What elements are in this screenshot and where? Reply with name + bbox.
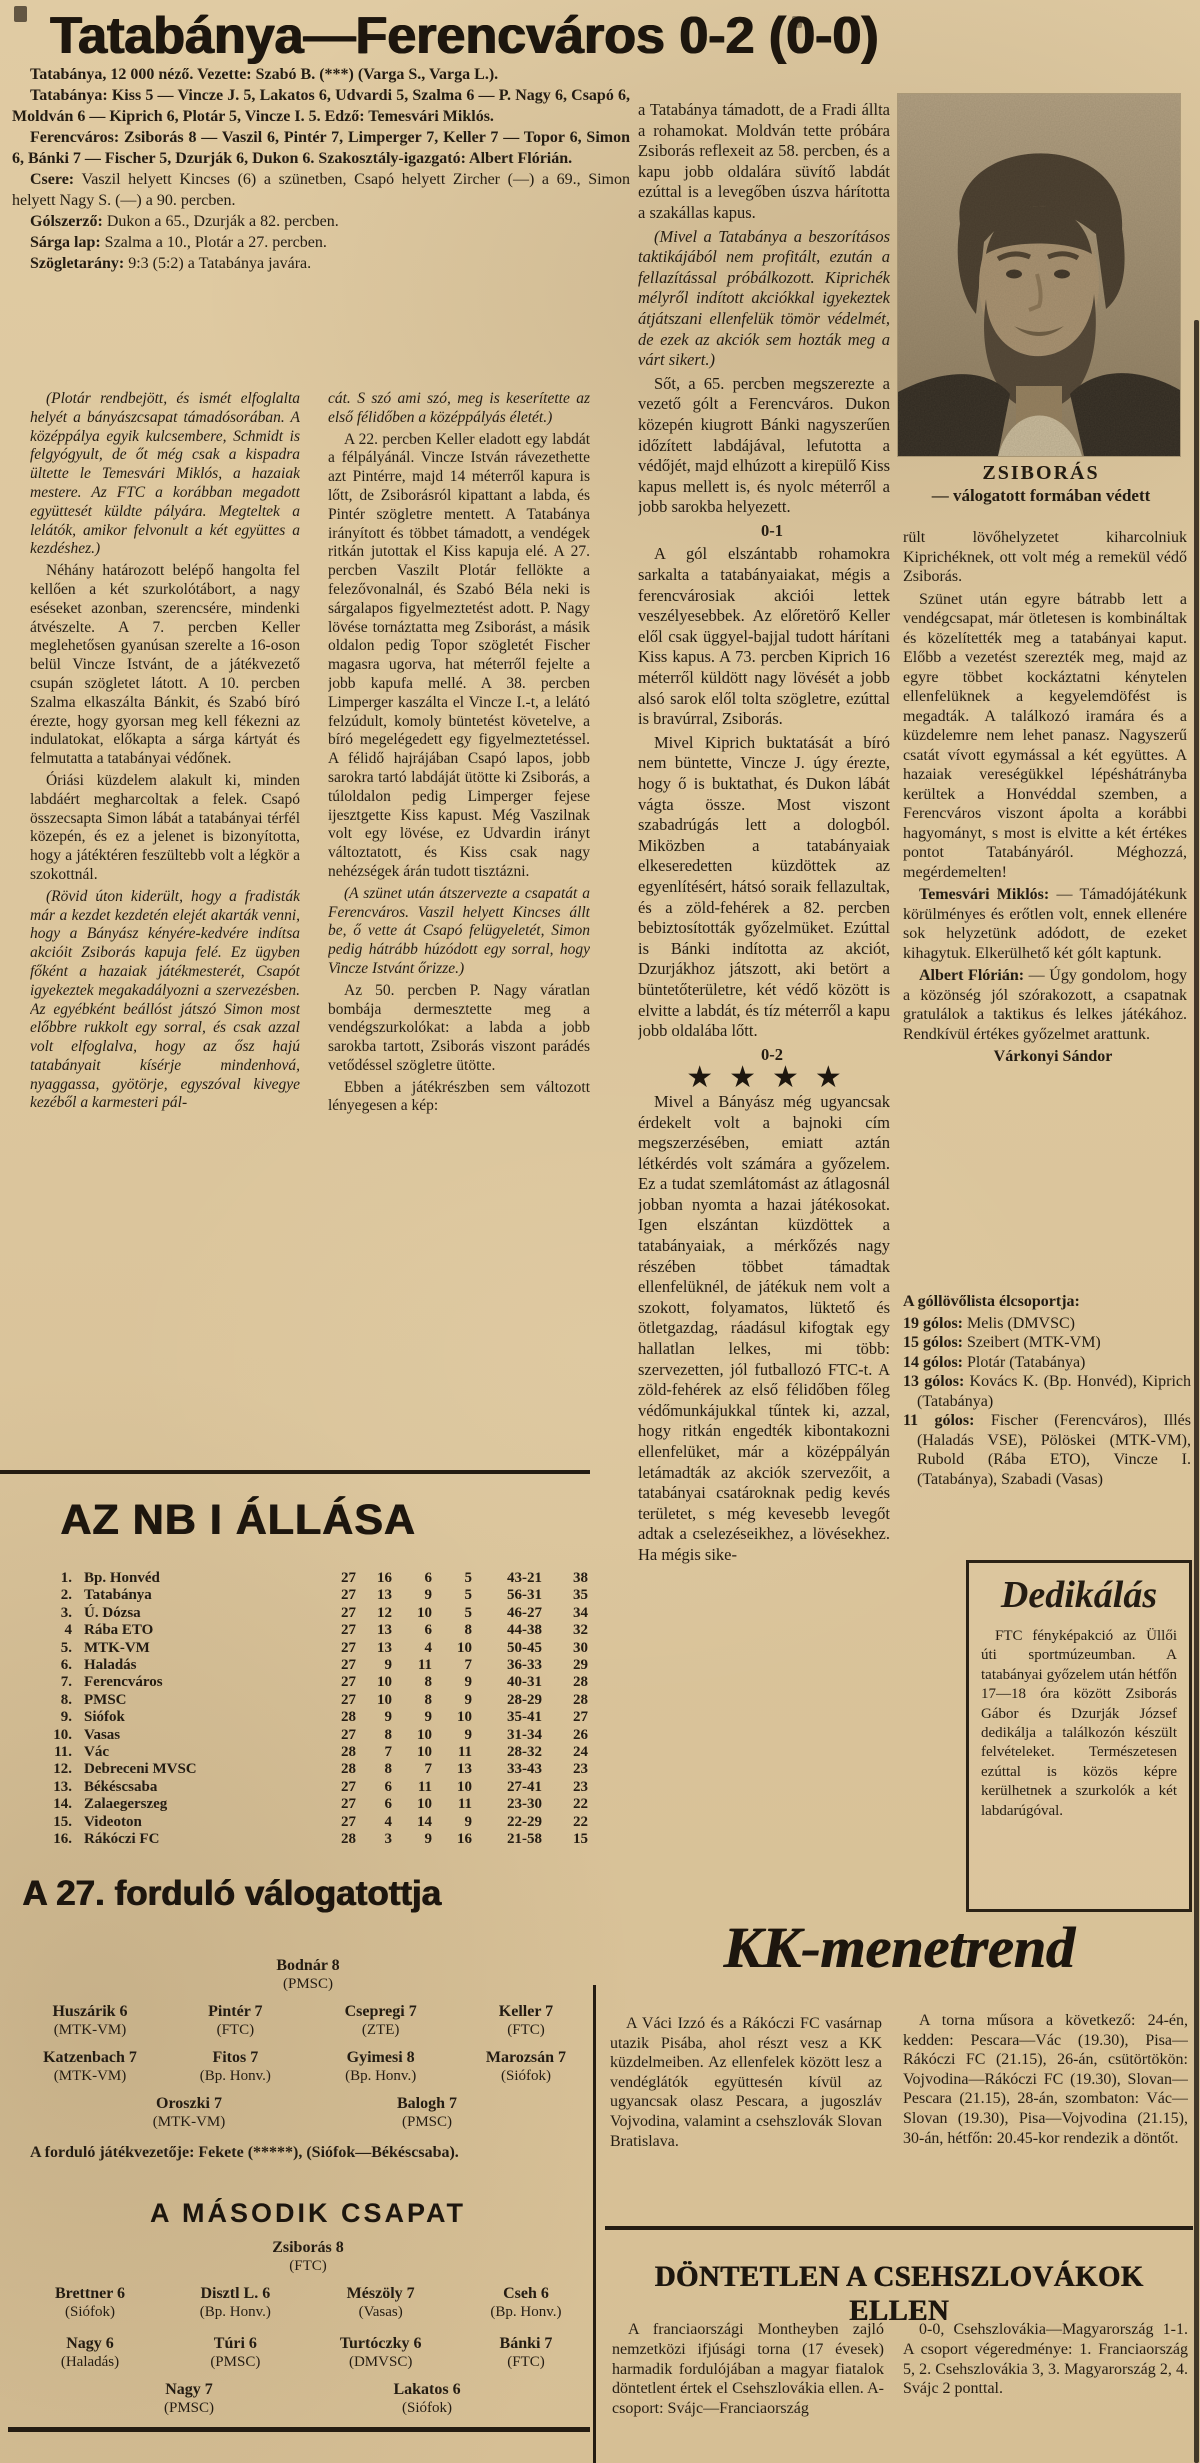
lineup2-goalkeeper-row xyxy=(30,2238,586,2275)
quote-albert: Albert Flórián: — Úgy gondolom, hogy a közönség jól szórakozott, a csapatnak gratulálok a taktikus és lelkes játékához. Rendkívül értékes győzelmet arattunk. xyxy=(903,967,1187,1043)
round-referee-note: A forduló játékvezetője: Fekete (*****), (Siófok—Békéscsaba). xyxy=(30,2144,459,2161)
vertical-column-rule xyxy=(593,1985,596,2463)
paragraph: Néhány határozott belépő hangolta fel kellően a két szurkolótábort, a nagy eséseket azonban, szerencsére, mindenki átvészelte. A 7. percben Keller meglehetősen gyanúsan szerelte a 16-oson belül Vincze Istvánt, de a játékvezető csupán szögletet látott. A 10. percben Szalma elkaszálta Bánkit, és Szabó bíró érezte, hogy gyorsan meg kell fékezni az indulatokat, előkapta a sárga kártyát és felmutatta a tatabányai védőnek. xyxy=(30,562,300,768)
paragraph: (A szünet után átszervezte a csapatát a Ferencváros. Vaszil helyett Kincses állt be, ő vette át Csapó felügyeletét, Simon pedig hátrább húzódott egy sorral, hogy Vincze Istvánt őrizze.) xyxy=(328,884,590,977)
lineup2-defenders-row xyxy=(30,2284,586,2321)
zsiboras-portrait-photo xyxy=(898,94,1180,456)
table-row: 6. Haladás 27 9 11 7 36-33 29 xyxy=(60,1657,588,1674)
scorer-entry: 11 gólos: Fischer (Ferencváros), Illés (Haladás VSE), Pölöskei (MTK-VM), Rubold (Rába ETO), Vincze I. (Tatabánya), Szabadi (Vasas) xyxy=(903,1412,1191,1488)
player-cell: Bánki 7 (FTC) xyxy=(499,2335,553,2370)
scorer-entry: 15 gólos: Szeibert (MTK-VM) xyxy=(903,1334,1101,1351)
box-bottom-border xyxy=(8,2427,590,2432)
kk-schedule-title: KK-menetrend xyxy=(723,1915,1075,1980)
top-scorers-list xyxy=(903,1292,1191,1554)
article-column-4 xyxy=(903,528,1187,1290)
table-row: 7. Ferencváros 27 10 8 9 40-31 28 xyxy=(60,1674,588,1691)
lineup1-goalkeeper-row xyxy=(30,1956,586,1993)
player-cell: Katzenbach 7 (MTK-VM) xyxy=(43,2049,137,2084)
photo-caption-text: — válogatott formában védett xyxy=(931,486,1151,505)
lead-line: Gólszerző: Dukon a 65., Dzurják a 82. percben. xyxy=(30,213,339,230)
photo-caption-name: ZSIBORÁS xyxy=(982,462,1100,484)
paragraph: Az 50. percben P. Nagy váratlan bombája dermesztette meg a vendégszurkolókat: a labda a jobb sarokba tartott, Zsiborás viszont parádés vetődéssel szögletre ütötte. xyxy=(328,981,590,1074)
goalkeeper-portrait-graphic xyxy=(898,94,1180,456)
paragraph: Óriási küzdelem alakult ki, minden labdáért megharcoltak a felek. Csapó összecsapta Simon lábát a tatabányai térfél közepén, és ez a jelenet is bizonyította, hogy a játéktéren feszültebb volt a légkör a szokottnál. xyxy=(30,771,300,883)
ink-smudge xyxy=(14,6,27,22)
paragraph: cát. S szó ami szó, meg is keserítette az első félidőben a középpályás életét.) xyxy=(328,390,590,426)
page-edge-shadow xyxy=(1194,320,1199,2463)
lead-line: Sárga lap: Szalma a 10., Plotár a 27. percben. xyxy=(30,234,327,251)
dedication-box xyxy=(966,1560,1192,1912)
player-cell: Bodnár 8 (PMSC) xyxy=(276,1957,340,1992)
youth-draw-title: DÖNTETLEN A CSEHSZLOVÁKOK ELLEN xyxy=(654,2260,1144,2327)
player-cell: Balogh 7 (PMSC) xyxy=(396,2095,457,2130)
player-cell: Zsiborás 8 (FTC) xyxy=(272,2239,344,2274)
league-standings-table xyxy=(36,1570,588,1849)
player-cell: Cseh 6 (Bp. Honv.) xyxy=(490,2285,562,2320)
player-cell: Csepregi 7 (ZTE) xyxy=(344,2003,417,2038)
section-divider xyxy=(0,1470,590,1474)
lead-line: Csere: Vaszil helyett Kincses (6) a szünetben, Csapó helyett Zircher (—) a 69., Simon helyett Nagy S. (—) a 90. percben. xyxy=(12,171,630,209)
standings-title: AZ NB I ÁLLÁSA xyxy=(60,1496,416,1544)
paragraph: Sőt, a 65. percben megszerezte a vezető gólt a Ferencváros. Dukon közepén kiugrott Bánki nagyszerűen időzített labdájával, lefutotta a védőjét, majd elhúzott a kirepülő Kiss kapus mellett is, és nyolc méterről a jobb sarokba helyezett. xyxy=(638,373,890,517)
table-row: 2. Tatabánya 27 13 9 5 56-31 35 xyxy=(60,1587,588,1604)
paragraph: a Tatabánya támadott, de a Fradi állta a rohamokat. Moldván tette próbára Zsiborás reflexeit az 58. percben, és a kapu jobb oldalára süvítő labdát ezúttal is a levegőben úszva hárította a szakállas kapus. xyxy=(638,100,890,222)
kk-schedule-column-1: A Váci Izzó és a Rákóczi FC vasárnap utazik Pisába, ahol részt vesz a KK küzdelmeiben. Az ellenfelek között lesz a vendéglátók együttesén kívül az ugyancsak olasz Pescara, a jugoszláv Vojvodina, valamint a csehszlovák Slovan Bratislava. xyxy=(610,2015,882,2150)
paragraph: A gól elszántabb rohamokra sarkalta a tatabányaiakat, mégis a ferencvárosiak akciói lettek veszélyesebbek. Az előretörő Keller elől csak üggyel-bajjal tudott hárítani Kiss kapus. A 73. percben Kiprich 16 méterről küldött nagy lövését a jobb alsó sarok elől tolta szögletre, ezúttal is bravúrral, Zsiborás. xyxy=(638,544,890,729)
paragraph: Mivel Kiprich buktatását a bíró nem büntette, Vincze J. úgy érezte, hogy ő is buktathat, és Dukon lábát vágta össze. Most viszont szabadrúgás lett a dologból. Miközben a tatabányaiak elkeseredetten küzdöttek az egyenlítésért, hátsó soraik fellazultak, és a zöld-fehérek a 82. percben bebiztosították győzelmüket. Ezúttal is Bánki indította az akciót, Dzurjákhoz játszott, aki betört a büntetőterületre, két védő között is elvitte a labdát, és tíz méterről a kapu jobb oldalába lőtt. xyxy=(638,732,890,1041)
player-cell: Gyimesi 8 (Bp. Honv.) xyxy=(345,2049,417,2084)
player-cell: Pintér 7 (FTC) xyxy=(208,2003,263,2038)
section-divider xyxy=(605,2226,1193,2230)
player-cell: Túri 6 (PMSC) xyxy=(210,2335,261,2370)
paragraph: (Mivel a Tatabánya a beszorításos taktikájából nem profitált, ezután a fellazítással próbálkozott. Kiprichék mélyről indított akciókkal igyekeztek átjátszani ellenfelük tömör védelmét, de ezek az akciók sem hozták meg a várt sikert.) xyxy=(638,226,890,370)
author-signature: Várkonyi Sándor xyxy=(993,1048,1113,1065)
scorer-entry: 14 gólos: Plotár (Tatabánya) xyxy=(903,1353,1086,1371)
article-column-1 xyxy=(30,390,300,1458)
paragraph: (Rövid úton kiderült, hogy a fradisták már a kezdet kezdetén elejét akarták venni, hogy a Bányász kényére-kedvére indítsa akcióit Zsiborás kapuja felé. Ez ügyben főként a hazaiak játékmesterét, Csapót igyekeztek megakadályozni a szervezésben. Az egyébként beállóst játszó Simon most előbbre rukkolt egy sorral, és csak azzal volt elfoglalva, hogy az ősz hajú tatabányait kísérje mindenhová, nyaggassa, gyötörje, egyszóval kivegye kezéből a karmesteri pál- xyxy=(30,887,300,1112)
dedication-title: Dedikálás xyxy=(1000,1574,1158,1616)
table-row: 12. Debreceni MVSC 28 8 7 13 33-43 23 xyxy=(53,1761,588,1778)
player-cell: Mészöly 7 (Vasas) xyxy=(346,2285,415,2320)
four-star-rating-icon: ★★★★ xyxy=(686,1061,858,1095)
table-row: 13. Békéscsaba 27 6 11 10 27-41 23 xyxy=(53,1778,588,1795)
table-row: 16. Rákóczi FC 28 3 9 16 21-58 15 xyxy=(53,1831,588,1848)
player-cell: Nagy 6 (Haladás) xyxy=(60,2335,120,2370)
table-row: 14. Zalaegerszeg 27 6 10 11 23-30 22 xyxy=(53,1796,588,1813)
table-row: 11. Vác 28 7 10 11 28-32 24 xyxy=(54,1744,588,1761)
paragraph: rült lövőhelyzetet kiharcolniuk Kiprichéknek, ott volt még a remekül védő Zsiborás. xyxy=(903,529,1187,585)
kk-schedule-column-2: A torna műsora a következő: 24-én, kedden: Pescara—Vác (19.30), Pisa—Rákóczi FC (21.15), 26-án, csütörtökön: Vojvodina—Rákóczi FC (19.30), Slovan—Pescara (21.15), 28-án, szombaton: Vác—Slovan (19.30), Pisa—Vojvodina (21.15), 30-án, hétfőn: 20.45-kor rendezik a döntőt. xyxy=(903,2012,1188,2147)
player-cell: Brettner 6 (Siófok) xyxy=(54,2285,126,2320)
paragraph: A 22. percben Keller eladott egy labdát a félpályánál. Vincze István rávezethette azt Pintérre, majd 14 méterről kapura is lőtt, de Zsiborásról kipattant a labda, és Pintér szögletre mentett. A Tatabánya irányított és többet támadott, a vendégek ritkán jutottak el Kiss kapuja elé. A 27. percben Vaszilt Plotár fellökte a felezővonalnál, és Szabó Béla neki is sárgalapos figyelmeztetést adott. P. Nagy lövése tornáztatta meg Zsiborást, a másik oldalon pedig Topor szögletét Fischer magasra ugorva, hat méterről fejelte a jobb kapufa mellé. A 38. percben Limperger kaszálta el Vincze I.-t, a lelátó felzúdult, komoly büntetést követelve, a bíró megelégedett egy figyelmeztetéssel. A félidő hajrájában Csapó lapos, jobb sarokra tartó labdáját ütötte ki Zsiborás, a túloldalon pedig Limperger fejese ijesztgette Kiss kapust. Még Vaszilnak volt egy lövése, ez Udvardin irányt változtatott, és Kiss csak nagy nehézségek árán tudott tisztázni. xyxy=(328,430,590,880)
table-row: 3. Ú. Dózsa 27 12 10 5 46-27 34 xyxy=(60,1604,588,1621)
table-row: 4 Rába ETO 27 13 6 8 44-38 32 xyxy=(64,1622,588,1639)
player-cell: Marozsán 7 (Siófok) xyxy=(485,2049,567,2084)
player-cell: Lakatos 6 (Siófok) xyxy=(393,2381,461,2416)
lineup1-midfield-row xyxy=(30,2048,586,2085)
photo-caption xyxy=(896,462,1186,506)
match-lead xyxy=(12,64,630,274)
lead-line: Tatabánya: Kiss 5 — Vincze J. 5, Lakatos 6, Udvardi 5, Szalma 6 — P. Nagy 6, Csapó 6, Moldván 6 — Kiprich 6, Plotár 5, Vincze I. 5. Edző: Temesvári Miklós. xyxy=(12,87,630,125)
youth-draw-column-2: 0-0, Csehszlovákia—Magyarország 1-1. A csoport végeredménye: 1. Franciaország 5, 2. Csehszlovákia 3, 3. Magyarország 2, 4. Svájc 2 ponttal. xyxy=(903,2321,1188,2398)
paragraph: (Plotár rendbejött, és ismét elfoglalta helyét a bányászcsapat támadósorában. A középpálya egyik kulcsembere, Schmidt is felgyógyult, de őt még csak a kispadra ültette le Temesvári Miklós, a hazaiak mestere. Az FTC a korábban megadott együttesét küldte pályára. Megteltek a lelátók, amikor felvonult a két együttes a kezdéshez.) xyxy=(30,390,300,558)
scorer-entry: 13 gólos: Kovács K. (Bp. Honvéd), Kiprich (Tatabánya) xyxy=(903,1373,1191,1410)
lead-line: Ferencváros: Zsiborás 8 — Vaszil 6, Pintér 7, Limperger 7, Keller 7 — Topor 6, Simon 6, Bánki 7 — Fischer 5, Dzurják 6, Dukon 6. Szakosztály-igazgató: Albert Flórián. xyxy=(12,129,630,167)
lead-line: Szögletarány: 9:3 (5:2) a Tatabánya javára. xyxy=(30,255,312,272)
round-eleven-title: A 27. forduló válogatottja xyxy=(22,1874,441,1913)
scorers-items xyxy=(903,1314,1191,1490)
lineup2-forwards-row xyxy=(30,2380,586,2417)
lineup1-defenders-row xyxy=(30,2002,586,2039)
table-row: 9. Siófok 28 9 9 10 35-41 27 xyxy=(60,1709,588,1726)
second-team-title: A MÁSODIK CSAPAT xyxy=(150,2198,466,2228)
lineup2-midfield-row xyxy=(30,2334,586,2371)
table-row: 5. MTK-VM 27 13 4 10 50-45 30 xyxy=(60,1639,588,1656)
player-cell: Nagy 7 (PMSC) xyxy=(163,2381,215,2416)
score-marker-0-1: 0-1 xyxy=(761,520,783,540)
paragraph: Ebben a játékrészben sem változott lényegesen a kép: xyxy=(328,1078,590,1115)
article-column-2 xyxy=(328,390,590,1465)
player-cell: Oroszki 7 (MTK-VM) xyxy=(152,2095,226,2130)
table-row: 8. PMSC 27 10 8 9 28-29 28 xyxy=(60,1691,588,1708)
paragraph: Szünet után egyre bátrabb lett a vendégcsapat, már ötletesen is kombináltak és közelítették meg a tatabányai kaput. Előbb a vezetést szerezték meg, majd az egyre többet kockáztatni kénytelen ellenfelüknek a kegyelemdöfést is megadták. A találkozó iramára és a küzdelemre nem lehet panasz. Nagyszerű csatát vívott egymással a két együttes. A hazaiak vereségükkel lépéshátrányba kerültek a Honvéddal szemben, a Ferencváros viszont ápolta a korábbi hagyományt, s most is elvitte a két értékes pontot Tatabányáról. Méghozzá, megérdemelten! xyxy=(903,590,1187,881)
scorers-title: A góllövőlista élcsoportja: xyxy=(903,1293,1080,1310)
youth-draw-column-1: A franciaországi Montheyben zajló nemzetközi ifjúsági torna (17 évesek) harmadik fordulójában a magyar fiatalok döntetlent értek el Csehszlovákia ellen. A-csoport: Svájc—Franciaország xyxy=(612,2321,884,2418)
player-cell: Keller 7 (FTC) xyxy=(498,2003,554,2038)
score-marker-0-2: 0-2 xyxy=(761,1044,783,1064)
lead-line: Tatabánya, 12 000 néző. Vezette: Szabó B. (***) (Varga S., Varga L.). xyxy=(30,66,499,83)
lineup1-forwards-row xyxy=(30,2094,586,2131)
scorer-entry: 19 gólos: Melis (DMVSC) xyxy=(903,1314,1076,1332)
player-cell: Turtóczky 6 (DMVSC) xyxy=(339,2335,422,2370)
table-row: 10. Vasas 27 8 10 9 31-34 26 xyxy=(53,1726,588,1743)
player-cell: Disztl L. 6 (Bp. Honv.) xyxy=(199,2285,271,2320)
page-title: Tatabánya—Ferencváros 0-2 (0-0) xyxy=(50,7,879,65)
table-row: 15. Videoton 27 4 14 9 22-29 22 xyxy=(53,1813,588,1830)
table-row: 1. Bp. Honvéd 27 16 6 5 43-21 38 xyxy=(60,1570,588,1586)
paragraph: Mivel a Bányász még ugyancsak érdekelt volt a bajnoki cím megszerzésében, emiatt aztán létkérdés volt számára a győzelem. Ez a tudat szemlátomást az átlagosnál jobban nyomta a hazai játékosokat. Igen elszántan küzdöttek a tatabányaiak, a mérkőzés nagy részében többet támadtak ellenfelüknél, de játékuk nem volt a szokott, folyamatos, lüktető és ötletgazdag, ráadásul kifogtak egy hallatlan lelkes, mi több: szervezetten, jól futballozó FTC-t. A zöld-fehérek az első félidőben főleg védőmunkájukkal tűntek ki, azzal, hogy ritkán engedték kibontakozni ellenfelüket, már a középpályán letámadták az akciók szervezőit, a tatabányai csatároknak pedig kevés területet, s még kevesebb levegőt adtak a cselezéseikhez, a lövésekhez. Ha mégis sike- xyxy=(638,1091,890,1564)
dedication-text: FTC fényképakció az Üllői úti sportmúzeumban. A tatabányai győzelem után hétfőn 17—18 óra között Zsiborás Gábor és Dzurják József dedikálja a találkozón készült felvételeket. Természetesen ezúttal is közös képre kerülhetnek a szurkolók a két labdarúgóval. xyxy=(981,1628,1177,1819)
player-cell: Huszárik 6 (MTK-VM) xyxy=(52,2003,128,2038)
quote-temesvari: Temesvári Miklós: — Támadójátékunk körülményes és erőtlen volt, ennek ellenére sok helyzetünk adódott, de ezeket kihagytuk. Elkerülhető két gólt kaptunk. xyxy=(903,886,1187,962)
article-column-3 xyxy=(638,100,890,1915)
player-cell: Fitos 7 (Bp. Honv.) xyxy=(199,2049,271,2084)
